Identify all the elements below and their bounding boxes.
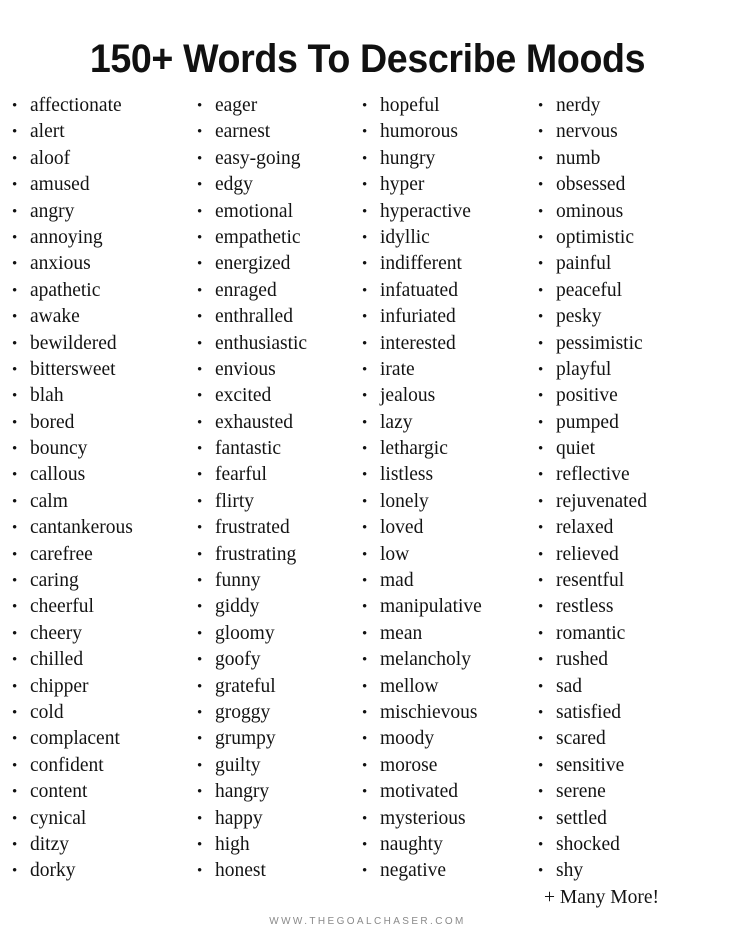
word-list-item: • enraged — [191, 278, 350, 304]
word-list-item: • relieved — [532, 542, 735, 568]
word-list-item: • cheery — [6, 621, 185, 647]
word-list-item: • interested — [356, 331, 526, 357]
word-list-item: • blah — [6, 383, 185, 409]
word-list-item: • angry — [6, 199, 185, 225]
word-list-1 — [6, 93, 185, 885]
word-list-item: • guilty — [191, 753, 350, 779]
word-list-item: • frustrated — [191, 515, 350, 541]
word-list-item: • high — [191, 832, 350, 858]
word-list-item: • carefree — [6, 542, 185, 568]
word-list-item: • mean — [356, 621, 526, 647]
word-list-item: • mischievous — [356, 700, 526, 726]
word-list-item: • happy — [191, 806, 350, 832]
word-list-item: • chilled — [6, 647, 185, 673]
word-list-item: • indifferent — [356, 251, 526, 277]
word-list-item: • manipulative — [356, 594, 526, 620]
word-list-item: • lazy — [356, 410, 526, 436]
word-list-item: • goofy — [191, 647, 350, 673]
word-list-item: • edgy — [191, 172, 350, 198]
word-list-item: • apathetic — [6, 278, 185, 304]
word-list-item: • bouncy — [6, 436, 185, 462]
word-list-item: • motivated — [356, 779, 526, 805]
word-list-item: • quiet — [532, 436, 735, 462]
word-list-item: • affectionate — [6, 93, 185, 119]
word-list-item: • lethargic — [356, 436, 526, 462]
word-list-item: • envious — [191, 357, 350, 383]
word-list-item: • eager — [191, 93, 350, 119]
word-list-item: • satisfied — [532, 700, 735, 726]
word-column-3 — [350, 93, 526, 885]
word-list-item: • complacent — [6, 726, 185, 752]
word-column-1 — [0, 93, 185, 885]
word-list-item: • annoying — [6, 225, 185, 251]
word-list-item: • groggy — [191, 700, 350, 726]
word-list-item: • cheerful — [6, 594, 185, 620]
word-list-item: • grateful — [191, 674, 350, 700]
word-list-item: • mad — [356, 568, 526, 594]
word-list-item: • resentful — [532, 568, 735, 594]
word-list-item: • hopeful — [356, 93, 526, 119]
word-list-item: • empathetic — [191, 225, 350, 251]
word-list-item: • awake — [6, 304, 185, 330]
word-list-item: • giddy — [191, 594, 350, 620]
word-list-item: • negative — [356, 858, 526, 884]
word-list-item: • sad — [532, 674, 735, 700]
word-list-item: • romantic — [532, 621, 735, 647]
word-list-item: • caring — [6, 568, 185, 594]
word-list-item: • pessimistic — [532, 331, 735, 357]
word-list-item: • alert — [6, 119, 185, 145]
word-list-item: • low — [356, 542, 526, 568]
word-list-item: • listless — [356, 462, 526, 488]
word-list-item: • enthusiastic — [191, 331, 350, 357]
word-list-item: • content — [6, 779, 185, 805]
word-list-item: • rushed — [532, 647, 735, 673]
word-list-item: • excited — [191, 383, 350, 409]
word-list-item: • shocked — [532, 832, 735, 858]
word-column-4 — [526, 93, 735, 911]
word-list-item: • fearful — [191, 462, 350, 488]
word-list-item: • mysterious — [356, 806, 526, 832]
word-list-item: • infatuated — [356, 278, 526, 304]
word-list-item: • bittersweet — [6, 357, 185, 383]
word-list-item: • relaxed — [532, 515, 735, 541]
word-list-item: • energized — [191, 251, 350, 277]
word-list-item: • peaceful — [532, 278, 735, 304]
word-list-item: • painful — [532, 251, 735, 277]
word-list-item: • positive — [532, 383, 735, 409]
word-list-item: • pumped — [532, 410, 735, 436]
word-list-item: • cantankerous — [6, 515, 185, 541]
word-list-item: • confident — [6, 753, 185, 779]
many-more-note: + Many More! — [544, 886, 659, 908]
word-list-item: • shy — [532, 858, 735, 884]
word-list-item: • obsessed — [532, 172, 735, 198]
footer-website: WWW.THEGOALCHASER.COM — [269, 916, 466, 927]
word-list-item: • lonely — [356, 489, 526, 515]
word-list-item: • hangry — [191, 779, 350, 805]
word-list-item: • aloof — [6, 146, 185, 172]
word-list-3 — [356, 93, 526, 885]
word-list-item: • cynical — [6, 806, 185, 832]
word-list-2 — [191, 93, 350, 885]
word-list-item: • loved — [356, 515, 526, 541]
word-list-item: • idyllic — [356, 225, 526, 251]
word-list-item: • chipper — [6, 674, 185, 700]
word-list-4 — [532, 93, 735, 885]
word-list-item: • numb — [532, 146, 735, 172]
word-list-item: • settled — [532, 806, 735, 832]
word-list-item: • ominous — [532, 199, 735, 225]
word-list-item: • morose — [356, 753, 526, 779]
word-list-item: • reflective — [532, 462, 735, 488]
word-list-item: • hyperactive — [356, 199, 526, 225]
page-title: 150+ Words To Describe Moods — [89, 36, 646, 81]
word-list-item: • irate — [356, 357, 526, 383]
word-list-item: • callous — [6, 462, 185, 488]
word-list-item: • calm — [6, 489, 185, 515]
word-list-item: • amused — [6, 172, 185, 198]
word-list-item: • jealous — [356, 383, 526, 409]
word-list-item: • optimistic — [532, 225, 735, 251]
word-columns — [0, 93, 735, 911]
word-list-item: • earnest — [191, 119, 350, 145]
word-list-item: • exhausted — [191, 410, 350, 436]
word-list-item: • nerdy — [532, 93, 735, 119]
word-list-item: • bewildered — [6, 331, 185, 357]
word-list-item: • flirty — [191, 489, 350, 515]
word-list-item: • cold — [6, 700, 185, 726]
word-list-item: • pesky — [532, 304, 735, 330]
word-list-item: • sensitive — [532, 753, 735, 779]
word-list-item: • hyper — [356, 172, 526, 198]
word-list-item: • funny — [191, 568, 350, 594]
word-list-item: • emotional — [191, 199, 350, 225]
word-list-item: • playful — [532, 357, 735, 383]
word-list-item: • honest — [191, 858, 350, 884]
word-list-item: • hungry — [356, 146, 526, 172]
word-list-item: • grumpy — [191, 726, 350, 752]
word-list-item: • dorky — [6, 858, 185, 884]
word-list-item: • bored — [6, 410, 185, 436]
word-list-item: • nervous — [532, 119, 735, 145]
word-list-item: • naughty — [356, 832, 526, 858]
word-list-item: • anxious — [6, 251, 185, 277]
word-list-item: • serene — [532, 779, 735, 805]
word-list-item: • easy-going — [191, 146, 350, 172]
word-list-item: • gloomy — [191, 621, 350, 647]
word-list-item: • humorous — [356, 119, 526, 145]
word-list-item: • mellow — [356, 674, 526, 700]
word-list-item: • frustrating — [191, 542, 350, 568]
word-list-item: • moody — [356, 726, 526, 752]
word-list-item: • ditzy — [6, 832, 185, 858]
word-list-item: • fantastic — [191, 436, 350, 462]
word-list-item: • scared — [532, 726, 735, 752]
word-list-item: • infuriated — [356, 304, 526, 330]
word-list-item: • rejuvenated — [532, 489, 735, 515]
word-list-item: • melancholy — [356, 647, 526, 673]
word-list-item: • enthralled — [191, 304, 350, 330]
word-column-2 — [185, 93, 350, 885]
word-list-item: • restless — [532, 594, 735, 620]
